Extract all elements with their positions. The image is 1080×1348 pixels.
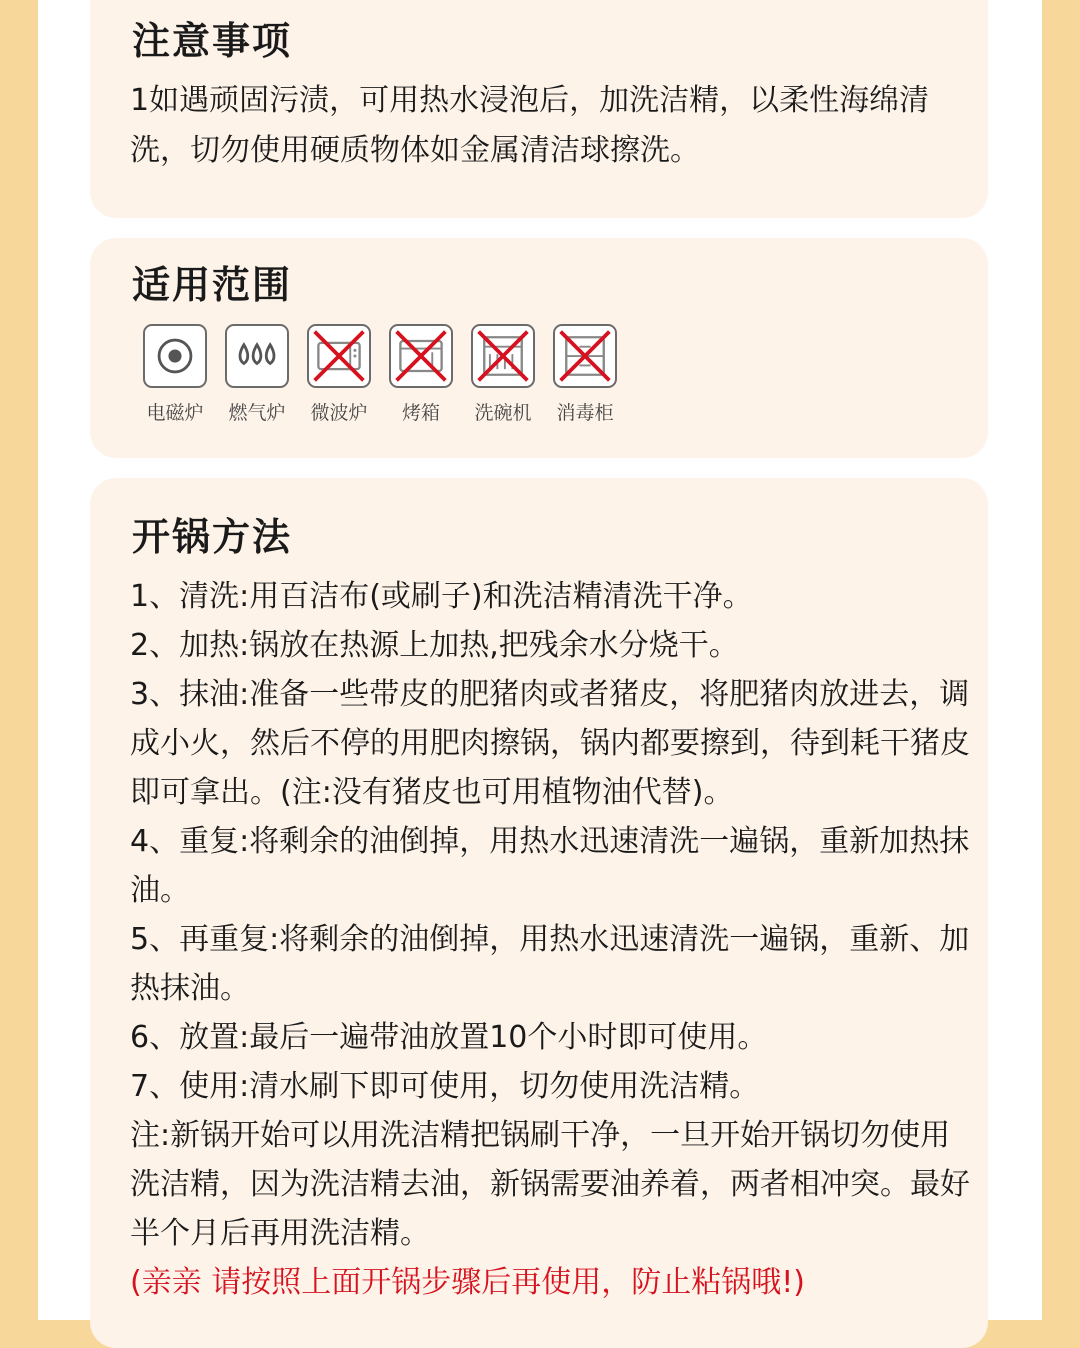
method-note: 注:新锅开始可以用洗洁精把锅刷干净，一旦开始开锅切勿使用洗洁精，因为洗洁精去油，新锅需要油养着，两者相冲突。最好半个月后再用洗洁精。 xyxy=(130,1118,970,1251)
scope-item-sterilizer xyxy=(544,324,626,425)
dishwasher-icon xyxy=(471,324,535,388)
method-step: 4、重复:将剩余的油倒掉，用热水迅速清洗一遍锅，重新加热抹油。 xyxy=(130,824,970,908)
scope-label: 洗碗机 xyxy=(474,402,532,424)
scope-label: 烤箱 xyxy=(401,402,440,424)
method-step: 2、加热:锅放在热源上加热,把残余水分烧干。 xyxy=(130,628,739,663)
scope-label: 电磁炉 xyxy=(146,402,204,424)
gas-stove-icon xyxy=(225,324,289,388)
notes-text: 1如遇顽固污渍，可用热水浸泡后，加洗洁精，以柔性海绵清洗，切勿使用硬质物体如金属清洁球擦洗。 xyxy=(130,83,930,168)
scope-label: 燃气炉 xyxy=(228,402,286,424)
method-title: 开锅方法 xyxy=(132,515,293,559)
method-warning: (亲亲 请按照上面开锅步骤后再使用，防止粘锅哦!) xyxy=(130,1265,805,1300)
method-steps xyxy=(130,572,974,1307)
method-card xyxy=(90,478,988,1348)
scope-item-microwave xyxy=(298,324,380,425)
notes-card xyxy=(90,0,988,218)
scope-label: 消毒柜 xyxy=(556,402,614,424)
oven-icon xyxy=(389,324,453,388)
page xyxy=(38,0,1042,1320)
notes-title: 注意事项 xyxy=(132,19,293,63)
microwave-icon xyxy=(307,324,371,388)
method-step: 1、清洗:用百洁布(或刷子)和洗洁精清洗干净。 xyxy=(130,579,753,614)
scope-item-induction xyxy=(134,324,216,425)
scope-icon-row xyxy=(134,324,626,425)
scope-item-oven xyxy=(380,324,462,425)
method-step: 3、抹油:准备一些带皮的肥猪肉或者猪皮，将肥猪肉放进去，调成小火，然后不停的用肥肉擦锅，锅内都要擦到，待到耗干猪皮即可拿出。(注:没有猪皮也可用植物油代替)。 xyxy=(130,677,970,810)
sterilizer-icon xyxy=(553,324,617,388)
scope-title: 适用范围 xyxy=(132,263,293,307)
scope-label: 微波炉 xyxy=(310,402,368,424)
method-step: 7、使用:清水刷下即可使用，切勿使用洗洁精。 xyxy=(130,1069,760,1104)
scope-card xyxy=(90,238,988,458)
scope-item-dishwasher xyxy=(462,324,544,425)
method-step: 5、再重复:将剩余的油倒掉，用热水迅速清洗一遍锅，重新、加热抹油。 xyxy=(130,922,970,1006)
scope-item-gas xyxy=(216,324,298,425)
method-step: 6、放置:最后一遍带油放置10个小时即可使用。 xyxy=(130,1020,768,1055)
induction-cooker-icon xyxy=(143,324,207,388)
